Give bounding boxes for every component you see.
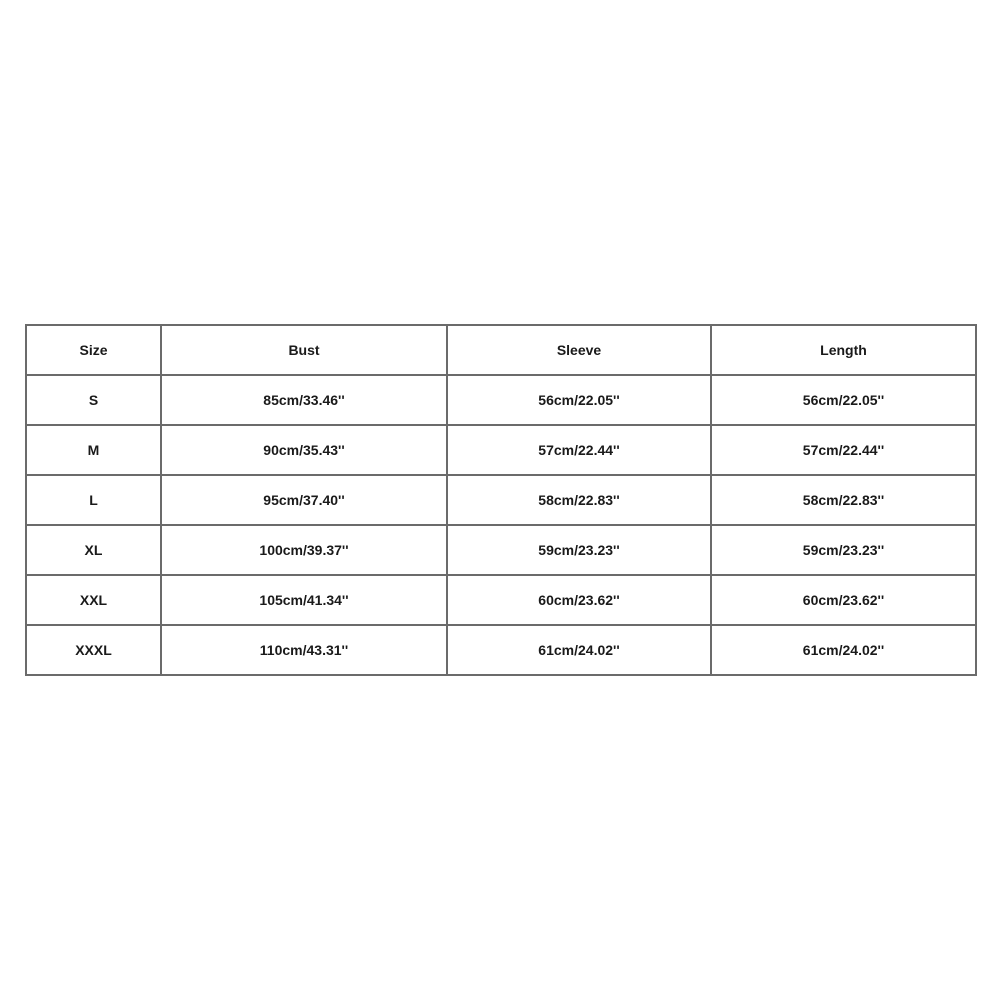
table-row [26,625,976,675]
cell-size: XL [26,525,161,575]
header-sleeve: Sleeve [447,325,711,375]
table-row [26,525,976,575]
cell-sleeve: 60cm/23.62'' [447,575,711,625]
cell-bust: 90cm/35.43'' [161,425,447,475]
header-bust: Bust [161,325,447,375]
table-row [26,475,976,525]
cell-sleeve: 58cm/22.83'' [447,475,711,525]
table-row [26,425,976,475]
cell-length: 56cm/22.05'' [711,375,976,425]
cell-bust: 110cm/43.31'' [161,625,447,675]
cell-size: XXL [26,575,161,625]
cell-bust: 105cm/41.34'' [161,575,447,625]
cell-length: 58cm/22.83'' [711,475,976,525]
cell-bust: 85cm/33.46'' [161,375,447,425]
cell-sleeve: 59cm/23.23'' [447,525,711,575]
table-row [26,575,976,625]
table-row [26,375,976,425]
cell-length: 59cm/23.23'' [711,525,976,575]
cell-bust: 100cm/39.37'' [161,525,447,575]
cell-length: 61cm/24.02'' [711,625,976,675]
table-header-row [26,325,976,375]
cell-length: 60cm/23.62'' [711,575,976,625]
cell-bust: 95cm/37.40'' [161,475,447,525]
cell-size: M [26,425,161,475]
header-length: Length [711,325,976,375]
header-size: Size [26,325,161,375]
cell-length: 57cm/22.44'' [711,425,976,475]
cell-size: XXXL [26,625,161,675]
cell-size: L [26,475,161,525]
cell-sleeve: 57cm/22.44'' [447,425,711,475]
size-chart-table [25,324,977,676]
cell-size: S [26,375,161,425]
cell-sleeve: 56cm/22.05'' [447,375,711,425]
cell-sleeve: 61cm/24.02'' [447,625,711,675]
